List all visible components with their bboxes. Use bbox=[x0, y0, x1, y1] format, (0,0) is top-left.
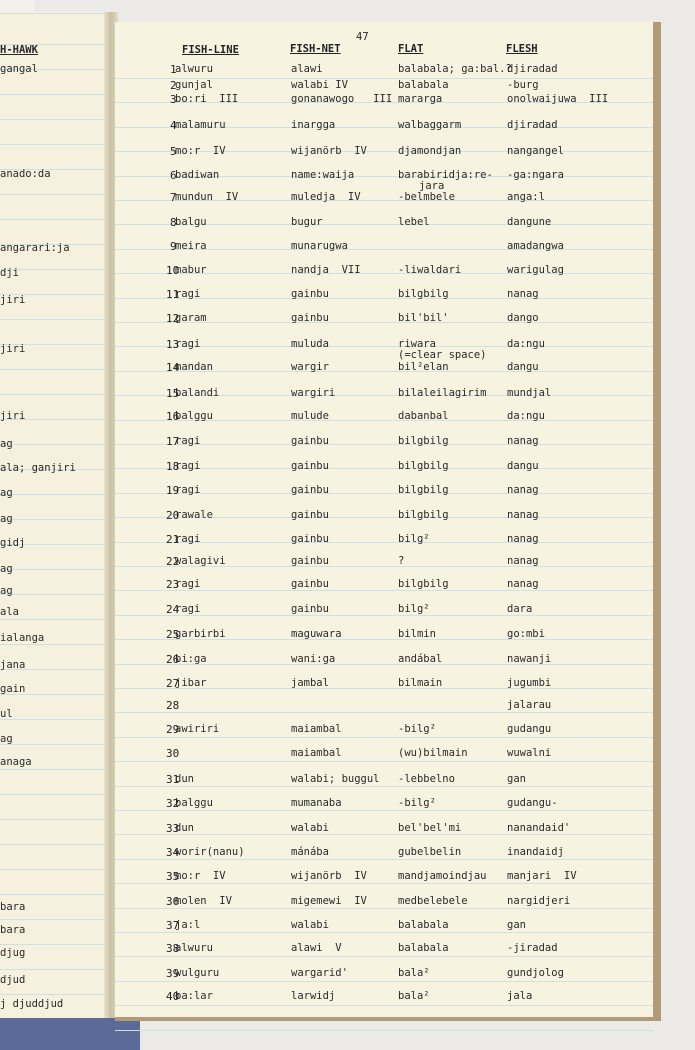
row-number: 17 bbox=[166, 435, 180, 448]
flesh-cell: nanag bbox=[507, 555, 539, 567]
flat-cell: andábal bbox=[398, 653, 443, 665]
fish-line-cell: balggu bbox=[175, 410, 213, 422]
ruled-line bbox=[115, 737, 653, 738]
flat-cell: balabala; ga:bal.? bbox=[398, 63, 512, 75]
ruled-line bbox=[115, 908, 653, 909]
left-page-line: anado:da bbox=[0, 168, 51, 180]
fish-line-cell: ragi bbox=[175, 460, 201, 472]
fish-line-cell: ja:l bbox=[175, 919, 201, 931]
row-number: 11 bbox=[166, 288, 180, 301]
fish-line-cell: balandi bbox=[175, 387, 220, 399]
flesh-cell: inandaidj bbox=[507, 846, 564, 858]
fish-line-cell: wulguru bbox=[175, 967, 220, 979]
fish-line-cell: mundun IV bbox=[175, 191, 239, 203]
flat-cell: dabanbal bbox=[398, 410, 449, 422]
flat-cell: mararga bbox=[398, 93, 443, 105]
flat-cell: walbaggarm bbox=[398, 119, 462, 131]
fish-line-cell: garbirbi bbox=[175, 628, 226, 640]
flat-cell: gubelbelin bbox=[398, 846, 462, 858]
left-page-line: bara bbox=[0, 924, 26, 936]
row-number: 15 bbox=[166, 387, 180, 400]
flesh-cell: gudangu- bbox=[507, 797, 558, 809]
row-number: 32 bbox=[166, 797, 180, 810]
fish-net-cell: gainbu bbox=[291, 533, 329, 545]
flesh-cell: jugumbi bbox=[507, 677, 552, 689]
row-number: 39 bbox=[166, 967, 180, 980]
row-number: 19 bbox=[166, 484, 180, 497]
left-page-line: gain bbox=[0, 683, 26, 695]
fish-net-cell: name:waija bbox=[291, 169, 355, 181]
flesh-cell: nanag bbox=[507, 435, 539, 447]
flat-cell: bilgbilg bbox=[398, 484, 449, 496]
fish-net-cell: alawi V bbox=[291, 942, 342, 954]
left-page-line: angarari:ja bbox=[0, 242, 70, 254]
flesh-cell: jalarau bbox=[507, 699, 552, 711]
flesh-cell: -jiradad bbox=[507, 942, 558, 954]
fish-net-cell: munarugwa bbox=[291, 240, 348, 252]
flesh-cell: jala bbox=[507, 990, 533, 1002]
flat-cell: bilgbilg bbox=[398, 288, 449, 300]
flesh-cell: nanag bbox=[507, 533, 539, 545]
fish-net-cell: bugur bbox=[291, 216, 323, 228]
flesh-cell: anga:l bbox=[507, 191, 545, 203]
flat-cell: -lebbelno bbox=[398, 773, 455, 785]
row-number: 24 bbox=[166, 603, 180, 616]
right-page bbox=[115, 22, 661, 1021]
row-number: 2 bbox=[170, 79, 177, 92]
row-number: 12 bbox=[166, 312, 180, 325]
fish-line-cell: ragi bbox=[175, 533, 201, 545]
row-number: 27 bbox=[166, 677, 180, 690]
ruled-line bbox=[115, 883, 653, 884]
fish-net-cell: mumanaba bbox=[291, 797, 342, 809]
fish-line-cell: garam bbox=[175, 312, 207, 324]
left-page bbox=[0, 12, 112, 1018]
flat-cell: djamondjan bbox=[398, 145, 462, 157]
ruled-line bbox=[115, 712, 653, 713]
fish-net-cell: gainbu bbox=[291, 578, 329, 590]
header-fish-net: FISH-NET bbox=[290, 43, 341, 55]
fish-net-cell: wijanörb IV bbox=[291, 145, 367, 157]
fish-line-cell: meira bbox=[175, 240, 207, 252]
flesh-cell: djiradad bbox=[507, 63, 558, 75]
row-number: 36 bbox=[166, 895, 180, 908]
left-page-line: ag bbox=[0, 438, 13, 450]
fish-net-cell: walabi bbox=[291, 919, 329, 931]
fish-line-cell: balgu bbox=[175, 216, 207, 228]
left-page-line: dji bbox=[0, 267, 19, 279]
flesh-cell: nargidjeri bbox=[507, 895, 571, 907]
ruled-line bbox=[115, 834, 653, 835]
row-number: 30 bbox=[166, 747, 180, 760]
row-number: 22 bbox=[166, 555, 180, 568]
flesh-cell: nanandaid' bbox=[507, 822, 571, 834]
flesh-cell: warigulag bbox=[507, 264, 564, 276]
header-flat: FLAT bbox=[398, 43, 424, 55]
fish-line-cell: mabur bbox=[175, 264, 207, 276]
flat-cell: bil²elan bbox=[398, 361, 449, 373]
fish-line-cell: ragi bbox=[175, 338, 201, 350]
flat-cell: ? bbox=[398, 555, 405, 567]
flat-cell: balabala bbox=[398, 79, 449, 91]
fish-net-cell: inargga bbox=[291, 119, 336, 131]
fish-line-cell: dun bbox=[175, 822, 194, 834]
fish-net-cell: maiambal bbox=[291, 747, 342, 759]
flat-cell: riwara bbox=[398, 338, 436, 350]
row-number: 38 bbox=[166, 942, 180, 955]
left-page-line: ala bbox=[0, 606, 19, 618]
fish-net-cell: gainbu bbox=[291, 460, 329, 472]
flesh-cell: go:mbi bbox=[507, 628, 545, 640]
flesh-cell: gan bbox=[507, 773, 526, 785]
left-page-line: ul bbox=[0, 708, 13, 720]
flesh-cell: gundjolog bbox=[507, 967, 564, 979]
fish-line-cell: bi:ga bbox=[175, 653, 207, 665]
fish-net-cell: alawi bbox=[291, 63, 323, 75]
fish-line-cell: molen IV bbox=[175, 895, 232, 907]
flesh-cell: nanag bbox=[507, 509, 539, 521]
row-number: 10 bbox=[166, 264, 180, 277]
flesh-cell: nawanji bbox=[507, 653, 552, 665]
fish-line-cell: dun bbox=[175, 773, 194, 785]
fish-line-cell: ragi bbox=[175, 578, 201, 590]
left-page-line: ag bbox=[0, 733, 13, 745]
row-number: 6 bbox=[170, 169, 177, 182]
flat-cell: bilmain bbox=[398, 677, 443, 689]
fish-net-cell: wani:ga bbox=[291, 653, 336, 665]
row-number: 7 bbox=[170, 191, 177, 204]
row-number: 20 bbox=[166, 509, 180, 522]
flat-cell: bilgbilg bbox=[398, 509, 449, 521]
fish-net-cell: larwidj bbox=[291, 990, 336, 1002]
left-page-line: ialanga bbox=[0, 632, 45, 644]
left-page-line: gangal bbox=[0, 63, 38, 75]
row-number: 14 bbox=[166, 361, 180, 374]
flat-cell: bala² bbox=[398, 990, 430, 1002]
fish-line-cell: worir(nanu) bbox=[175, 846, 245, 858]
fish-net-cell: walabi IV bbox=[291, 79, 348, 91]
flat-cell: balabala bbox=[398, 919, 449, 931]
row-number: 35 bbox=[166, 870, 180, 883]
ruled-line bbox=[115, 1030, 653, 1031]
fish-net-cell: gainbu bbox=[291, 555, 329, 567]
left-page-line: bara bbox=[0, 901, 26, 913]
flesh-cell: nangangel bbox=[507, 145, 564, 157]
fish-line-cell: ragi bbox=[175, 484, 201, 496]
left-page-line: gidj bbox=[0, 537, 26, 549]
left-page-line: ala; ganjiri bbox=[0, 462, 76, 474]
flat-cell: medbelebele bbox=[398, 895, 468, 907]
flat-cell: lebel bbox=[398, 216, 430, 228]
flesh-cell: dangune bbox=[507, 216, 552, 228]
row-number: 13 bbox=[166, 338, 180, 351]
fish-net-cell: maiambal bbox=[291, 723, 342, 735]
fish-net-cell: migemewi IV bbox=[291, 895, 367, 907]
flat-cell: bilgbilg bbox=[398, 460, 449, 472]
flat-cell: balabala bbox=[398, 942, 449, 954]
flesh-cell: da:ngu bbox=[507, 410, 545, 422]
row-number: 5 bbox=[170, 145, 177, 158]
left-page-line: ag bbox=[0, 585, 13, 597]
flesh-cell: dango bbox=[507, 312, 539, 324]
fish-line-cell: ba:lar bbox=[175, 990, 213, 1002]
flesh-cell: dangu bbox=[507, 361, 539, 373]
fish-net-cell: muluda bbox=[291, 338, 329, 350]
fish-net-cell: gainbu bbox=[291, 509, 329, 521]
flesh-cell: onolwaijuwa III bbox=[507, 93, 609, 105]
ruled-line bbox=[115, 590, 653, 591]
flesh-cell: nanag bbox=[507, 484, 539, 496]
fish-line-cell: ragi bbox=[175, 288, 201, 300]
fish-line-cell: alwuru bbox=[175, 63, 213, 75]
row-number: 31 bbox=[166, 773, 180, 786]
fish-line-cell: mandan bbox=[175, 361, 213, 373]
row-number: 9 bbox=[170, 240, 177, 253]
flat-cell: (wu)bilmain bbox=[398, 747, 468, 759]
flat-cell: -bilg² bbox=[398, 797, 436, 809]
fish-line-cell: ragi bbox=[175, 603, 201, 615]
fish-line-cell: mo:r IV bbox=[175, 145, 226, 157]
row-number: 34 bbox=[166, 846, 180, 859]
fish-net-cell: gonanawogo III bbox=[291, 93, 393, 105]
fish-net-cell: jambal bbox=[291, 677, 329, 689]
flat-cell: barabiridja:re- bbox=[398, 169, 493, 181]
row-number: 40 bbox=[166, 990, 180, 1003]
flat-cell: bil'bil' bbox=[398, 312, 449, 324]
fish-line-cell: mo:r IV bbox=[175, 870, 226, 882]
flat-cell: mandjamoindjau bbox=[398, 870, 487, 882]
fish-net-cell: gainbu bbox=[291, 288, 329, 300]
left-page-line: djud bbox=[0, 974, 26, 986]
flat-cell: bilgbilg bbox=[398, 435, 449, 447]
flesh-cell: da:ngu bbox=[507, 338, 545, 350]
row-number: 28 bbox=[166, 699, 180, 712]
left-page-line: jiri bbox=[0, 410, 26, 422]
flat-cell-continuation: (=clear space) bbox=[398, 349, 487, 361]
row-number: 25 bbox=[166, 628, 180, 641]
fish-line-cell: walagivi bbox=[175, 555, 226, 567]
flat-cell: bilg² bbox=[398, 533, 430, 545]
row-number: 16 bbox=[166, 410, 180, 423]
fish-net-cell: wargarid' bbox=[291, 967, 348, 979]
flat-cell: bilaleilagirim bbox=[398, 387, 487, 399]
flesh-cell: mundjal bbox=[507, 387, 552, 399]
fish-line-cell: alwuru bbox=[175, 942, 213, 954]
flat-cell: bilmin bbox=[398, 628, 436, 640]
fish-net-cell: wargir bbox=[291, 361, 329, 373]
fish-net-cell: gainbu bbox=[291, 603, 329, 615]
fish-net-cell: gainbu bbox=[291, 484, 329, 496]
flesh-cell: -burg bbox=[507, 79, 539, 91]
ruled-line bbox=[115, 932, 653, 933]
flat-cell: -bilg² bbox=[398, 723, 436, 735]
row-number: 3 bbox=[170, 93, 177, 106]
ruled-line bbox=[115, 810, 653, 811]
fish-line-cell: jibar bbox=[175, 677, 207, 689]
row-number: 37 bbox=[166, 919, 180, 932]
left-page-header: H-HAWK bbox=[0, 44, 38, 56]
flat-cell: bala² bbox=[398, 967, 430, 979]
row-number: 8 bbox=[170, 216, 177, 229]
fish-line-cell: awiriri bbox=[175, 723, 220, 735]
ruled-line bbox=[115, 615, 653, 616]
flat-cell-continuation: jara bbox=[419, 180, 445, 192]
left-page-line: jana bbox=[0, 659, 26, 671]
fish-line-cell: gunjal bbox=[175, 79, 213, 91]
header-fish-line: FISH-LINE bbox=[182, 44, 239, 56]
row-number: 26 bbox=[166, 653, 180, 666]
left-page-line: jiri bbox=[0, 343, 26, 355]
flesh-cell: nanag bbox=[507, 578, 539, 590]
flesh-cell: amadangwa bbox=[507, 240, 564, 252]
left-page-line: j djuddjud bbox=[0, 998, 64, 1010]
flesh-cell: wuwalni bbox=[507, 747, 552, 759]
fish-net-cell: walabi bbox=[291, 822, 329, 834]
ruled-line bbox=[115, 761, 653, 762]
fish-net-cell: walabi; buggul bbox=[291, 773, 380, 785]
fish-net-cell: muledja IV bbox=[291, 191, 361, 203]
flat-cell: -belmbele bbox=[398, 191, 455, 203]
fish-net-cell: gainbu bbox=[291, 312, 329, 324]
ruled-line bbox=[115, 956, 653, 957]
row-number: 21 bbox=[166, 533, 180, 546]
left-page-line: anaga bbox=[0, 756, 32, 768]
fish-line-cell: malamuru bbox=[175, 119, 226, 131]
header-flesh: FLESH bbox=[506, 43, 538, 55]
fish-line-cell: ragi bbox=[175, 435, 201, 447]
row-number: 18 bbox=[166, 460, 180, 473]
flesh-cell: gudangu bbox=[507, 723, 552, 735]
fish-net-cell: mánába bbox=[291, 846, 329, 858]
fish-line-cell: rawale bbox=[175, 509, 213, 521]
flat-cell: bilg² bbox=[398, 603, 430, 615]
left-page-line: ag bbox=[0, 563, 13, 575]
left-page-line: djug bbox=[0, 947, 26, 959]
row-number: 33 bbox=[166, 822, 180, 835]
flesh-cell: -ga:ngara bbox=[507, 169, 564, 181]
fish-net-cell: wargiri bbox=[291, 387, 336, 399]
row-number: 1 bbox=[170, 63, 177, 76]
page-number: 47 bbox=[356, 31, 369, 43]
flesh-cell: nanag bbox=[507, 288, 539, 300]
row-number: 29 bbox=[166, 723, 180, 736]
fish-line-cell: bo:ri III bbox=[175, 93, 239, 105]
ruled-line bbox=[115, 859, 653, 860]
flat-cell: -liwaldari bbox=[398, 264, 462, 276]
left-page-line: ag bbox=[0, 487, 13, 499]
flat-cell: bel'bel'mi bbox=[398, 822, 462, 834]
fish-net-cell: nandja VII bbox=[291, 264, 361, 276]
flesh-cell: dara bbox=[507, 603, 533, 615]
left-page-line: ag bbox=[0, 513, 13, 525]
ruled-line bbox=[115, 981, 653, 982]
flesh-cell: dangu bbox=[507, 460, 539, 472]
left-page-line: jiri bbox=[0, 294, 26, 306]
fish-net-cell: wijanörb IV bbox=[291, 870, 367, 882]
fish-line-cell: badiwan bbox=[175, 169, 220, 181]
flesh-cell: djiradad bbox=[507, 119, 558, 131]
fish-net-cell: mulude bbox=[291, 410, 329, 422]
row-number: 4 bbox=[170, 119, 177, 132]
row-number: 23 bbox=[166, 578, 180, 591]
ruled-line bbox=[115, 1005, 653, 1006]
fish-line-cell: balggu bbox=[175, 797, 213, 809]
flesh-cell: manjari IV bbox=[507, 870, 577, 882]
fish-net-cell: maguwara bbox=[291, 628, 342, 640]
flat-cell: bilgbilg bbox=[398, 578, 449, 590]
fish-net-cell: gainbu bbox=[291, 435, 329, 447]
flesh-cell: gan bbox=[507, 919, 526, 931]
ruled-line bbox=[115, 786, 653, 787]
